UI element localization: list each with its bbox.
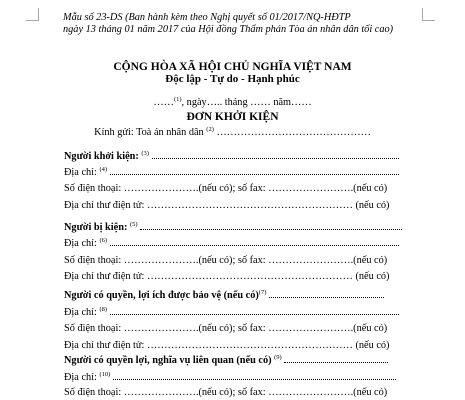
defendant-fax-fill: ……………………. [268,255,354,266]
defendant-address-note: (6) [99,237,108,244]
plaintiff-fax-optional: (nếu có) [353,183,388,194]
protected-email-fill: …………………………………………………… [146,340,353,351]
protected-email-label: Địa chỉ thư điện tử: [64,340,145,351]
plaintiff-fill[interactable] [152,150,399,159]
defendant-address-label: Địa chỉ: [64,238,97,249]
crop-mark-right [422,8,435,21]
plaintiff-email-line [64,199,390,212]
related-fax-fill: ……………………. [268,387,354,398]
form-note-2: ngày 13 tháng 01 năm 2017 của Hội đồng Thẩm phán Tòa án nhân dân tối cao) [63,24,394,35]
date-line [0,97,465,108]
plaintiff-address-fill[interactable] [110,166,399,175]
protected-address-label: Địa chỉ: [64,307,97,318]
related-fill[interactable] [284,354,388,363]
plaintiff-phone-line [64,182,387,195]
plaintiff-address-line [64,166,399,179]
defendant-email-fill: …………………………………………………… [146,271,353,282]
protected-address-note: (8) [99,306,108,313]
plaintiff-email-label: Địa chỉ thư điện tử: [64,200,145,211]
protected-fax-fill: ……………………. [268,323,354,334]
protected-fill[interactable] [269,289,384,298]
defendant-email-optional: (nếu có) [355,271,390,282]
recipient-line [0,127,465,138]
plaintiff-address-note: (4) [99,166,108,173]
plaintiff-email-fill: …………………………………………………… [146,200,353,211]
protected-label: Người có quyền, lợi ích được bảo vệ (nếu có) [64,290,259,301]
date-line-text: , ngày….. tháng …… năm…… [181,97,312,108]
defendant-phone-line [64,254,387,267]
protected-address-fill[interactable] [110,306,399,315]
related-phone-line [64,386,387,399]
defendant-address-line [64,237,399,250]
defendant-address-fill[interactable] [110,237,399,246]
defendant-email-label: Địa chỉ thư điện tử: [64,271,145,282]
related-address-line [64,371,396,384]
document-title: ĐƠN KHỞI KIỆN [186,111,279,123]
related-label: Người có quyền lợi, nghĩa vụ liên quan (nếu có) [64,355,272,366]
related-phone-fill: …………………. [123,387,199,398]
defendant-email-line [64,270,390,283]
defendant-note: (5) [129,221,138,228]
defendant-label: Người bị kiện: [64,222,128,233]
protected-line [64,289,384,302]
protected-phone-fill: …………………. [123,323,199,334]
defendant-fill[interactable] [140,221,402,230]
protected-address-line [64,306,399,319]
related-phone-label: Số điện thoại: [64,387,122,398]
plaintiff-phone-fill: …………………. [123,183,199,194]
defendant-phone-fill: …………………. [123,255,199,266]
plaintiff-phone-label: Số điện thoại: [64,183,122,194]
crop-mark-left [26,8,39,21]
related-fax-optional: (nếu có) [353,387,388,398]
country-name: CỘNG HÒA XÃ HỘI CHỦ NGHĨA VIỆT NAM [113,61,352,73]
defendant-line [64,221,402,234]
plaintiff-fax-fill: ……………………. [268,183,354,194]
recipient-note: (2) [206,126,214,133]
defendant-fax-optional: (nếu có) [353,255,388,266]
defendant-phone-label: Số điện thoại: [64,255,122,266]
defendant-fax-label: (nếu có); số fax: [198,255,266,266]
recipient-fill: ……………………………………… [216,127,371,138]
plaintiff-note: (3) [141,150,149,157]
plaintiff-line [64,150,399,163]
protected-phone-label: Số điện thoại: [64,323,122,334]
slogan: Độc lập - Tự do - Hạnh phúc [165,73,300,85]
related-line [64,354,388,367]
protected-note: (7) [258,289,267,296]
related-address-label: Địa chỉ: [64,372,97,383]
protected-phone-line [64,322,387,335]
related-address-fill[interactable] [113,371,396,380]
plaintiff-fax-label: (nếu có); số fax: [198,183,266,194]
form-note: Mẫu số 23-DS (Ban hành kèm theo Nghị quyết số 01/2017/NQ-HĐTP [63,12,351,23]
recipient-label: Kính gửi: Toà án nhân dân [94,127,204,138]
protected-fax-label: (nếu có); số fax: [198,323,266,334]
protected-email-optional: (nếu có) [355,340,390,351]
related-address-note: (10) [99,371,111,378]
protected-fax-optional: (nếu có) [353,323,388,334]
date-line-start: …… [153,97,174,108]
related-note: (9) [274,354,282,361]
plaintiff-address-label: Địa chỉ: [64,167,97,178]
plaintiff-email-optional: (nếu có) [355,200,390,211]
related-fax-label: (nếu có); số fax: [198,387,266,398]
protected-email-line [64,339,390,352]
plaintiff-label: Người khởi kiện: [64,151,139,162]
date-line-note: (1) [173,96,182,103]
